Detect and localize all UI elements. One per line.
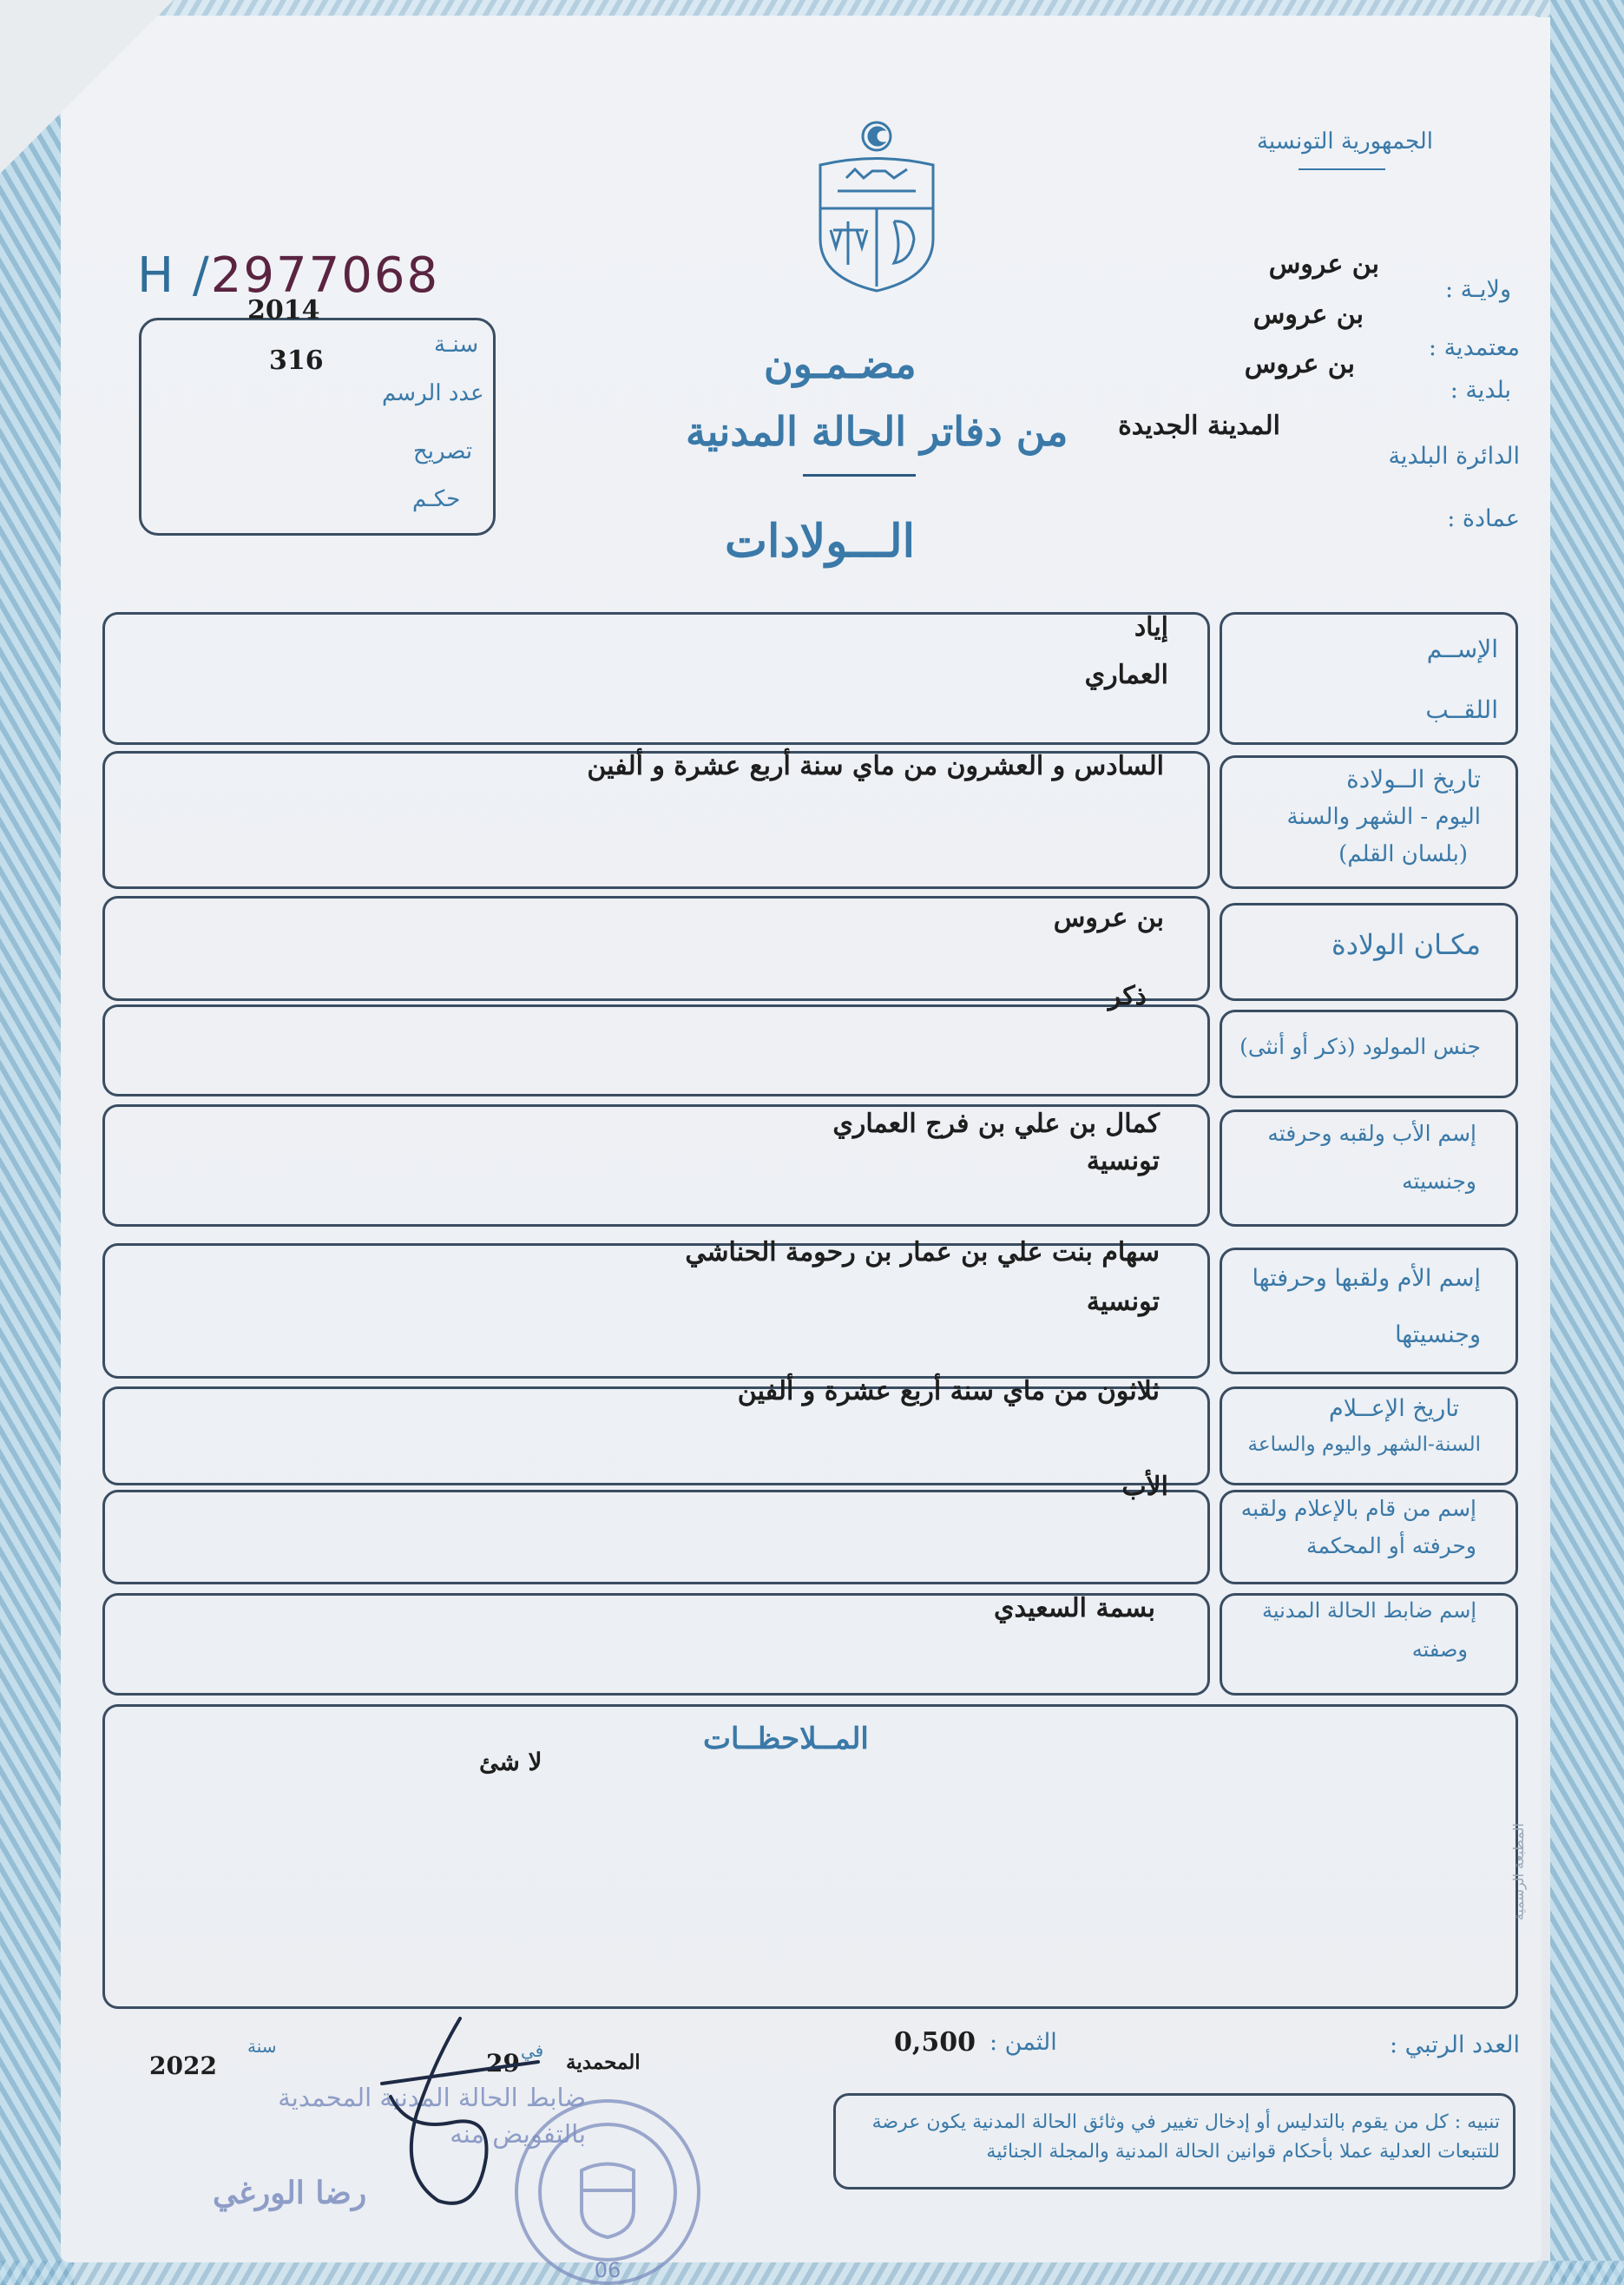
date-separator: في [521, 2040, 544, 2061]
coat-of-arms-icon [812, 117, 942, 295]
mother-label: إسم الأم ولقبها وحرفتها [1252, 1265, 1481, 1292]
name-value-box [102, 612, 1210, 745]
declarant-label: إسم من قام بالإعلام ولقبه [1240, 1496, 1476, 1521]
district-value: المدينة الجديدة [1118, 411, 1280, 441]
first-name-label: الإســم [1426, 635, 1498, 663]
imada-label: عمادة : [1447, 505, 1520, 532]
birth-place-label: مكـان الولادة [1331, 928, 1481, 961]
sex-value: ذكر [1108, 981, 1147, 1011]
birth-date-value: السادس و العشرون من ماي سنة أربع عشرة و ألفين [587, 751, 1164, 781]
births-title: الـــولادات [725, 515, 916, 568]
serial-digits: 2977068 [210, 247, 440, 304]
officer-stamp-name: رضا الورغي [213, 2175, 367, 2211]
extract-title: مضـمـون [764, 340, 917, 387]
wilaya-label: ولايـة : [1444, 276, 1511, 303]
price-label: الثمن : [990, 2029, 1057, 2056]
municipality-label: بلدية : [1450, 377, 1511, 404]
registration-number-value: 316 [269, 346, 324, 376]
declarant-value: الأب [1121, 1472, 1168, 1502]
folded-corner [0, 0, 174, 174]
seal-number: 06 [594, 2258, 621, 2282]
security-border-bottom [0, 2261, 1624, 2285]
signature-icon [356, 2010, 556, 2218]
legal-warning-text: تنبيه : كل من يقوم بالتدليس أو إدخال تغيير في وثائق الحالة المدنية يكون عرضة للتتبعات العدلية عملا بأحكام قوانين الحالة المدنية والمجلة الجنائية [871, 2111, 1500, 2163]
sex-label: جنس المولود (ذكر أو أنثى) [1239, 1034, 1481, 1059]
issue-place: المحمدية [566, 2051, 641, 2074]
price-value: 0,500 [894, 2027, 976, 2058]
registers-underline [803, 474, 916, 477]
registration-number-label: عدد الرسم [382, 380, 484, 406]
birth-date-label: تاريخ الــولادة [1346, 765, 1481, 793]
surname-value: العماري [1084, 660, 1168, 690]
republic-underline [1299, 168, 1385, 170]
birth-place-value-box [102, 896, 1210, 1001]
father-nationality-label: وجنسيته [1402, 1169, 1476, 1194]
mother-value: سهام بنت علي بن عمار بن رحومة الحناشي [685, 1237, 1160, 1268]
birth-place-value: بن عروس [1053, 903, 1164, 933]
issue-day: 29 [486, 2049, 520, 2078]
father-label: إسم الأب ولقبه وحرفته [1267, 1121, 1476, 1146]
mother-nationality-label: وجنسيتها [1395, 1321, 1481, 1348]
remarks-title: المــلاحظــات [703, 1722, 869, 1756]
official-number-label: العدد الرتبي : [1389, 2031, 1520, 2058]
serial-prefix: H / [137, 247, 211, 304]
mother-nationality-value: تونسية [1086, 1287, 1160, 1317]
printer-mark: المطبعة الرسمية [1510, 1823, 1527, 1921]
sex-value-box [102, 1004, 1210, 1096]
first-name-value: إياد [1134, 612, 1168, 642]
declaration-label: تصريح [413, 438, 473, 464]
father-value: كمال بن علي بن فرج العماري [832, 1109, 1160, 1139]
registration-year-label: سنـة [434, 332, 479, 358]
district-label: الدائرة البلدية [1388, 443, 1520, 470]
registers-title: من دفاتر الحالة المدنية [686, 408, 1068, 455]
officer-stamp-line-1: ضابط الحالة المدنية المحمدية [278, 2083, 586, 2112]
municipality-value: بن عروس [1244, 349, 1355, 379]
issue-year-value: 2022 [149, 2051, 217, 2080]
declaration-date-value: ثلاثون من ماي سنة أربع عشرة و ألفين [737, 1376, 1160, 1406]
birth-date-words-label: (بلسان القلم) [1338, 841, 1468, 867]
judgment-label: حكـم [412, 486, 461, 512]
delegation-label: معتمدية : [1428, 334, 1520, 361]
birth-date-sublabel: اليوم - الشهر والسنة [1286, 804, 1481, 830]
issue-year-label: سنة [247, 2036, 277, 2057]
declarant-sublabel: وحرفته أو المحكمة [1306, 1533, 1476, 1558]
security-border-right [1550, 0, 1624, 2285]
officer-stamp-line-2: بالتفويض منه [450, 2119, 586, 2150]
delegation-value: بن عروس [1253, 300, 1364, 330]
registration-year-value: 2014 [247, 295, 320, 326]
declaration-date-label: تاريخ الإعــلام [1329, 1395, 1459, 1422]
republic-heading: الجمهورية التونسية [1256, 128, 1433, 155]
remarks-value: لا شئ [479, 1748, 542, 1776]
father-nationality-value: تونسية [1086, 1146, 1160, 1176]
officer-value: بسمة السعيدي [994, 1593, 1155, 1623]
officer-sublabel: وصفته [1411, 1637, 1468, 1662]
declaration-date-sublabel: السنة-الشهر واليوم والساعة [1247, 1433, 1481, 1456]
officer-label: إسم ضابط الحالة المدنية [1262, 1598, 1476, 1623]
declarant-value-box [102, 1490, 1210, 1584]
wilaya-value: بن عروس [1268, 249, 1379, 280]
security-border-top [0, 0, 1624, 17]
surname-label: اللقــب [1425, 695, 1498, 724]
